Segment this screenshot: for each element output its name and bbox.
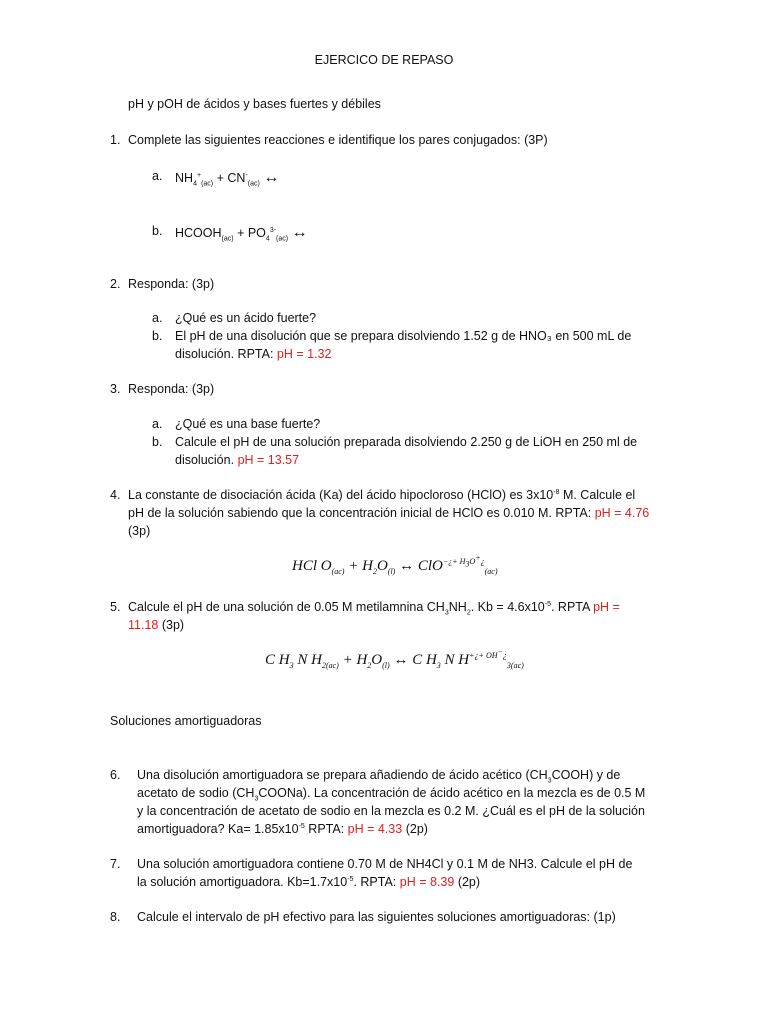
q6-points: (2p) xyxy=(405,822,428,836)
q2-text: Responda: (3p) xyxy=(128,277,215,291)
q7-line1: Una solución amortiguadora contiene 0.70 M de NH4Cl y 0.1 M de NH3. Calcule el pH de xyxy=(137,857,633,871)
q3-answer: pH = 13.57 xyxy=(237,453,300,467)
q1b-reaction: $HCOOH_{(ac)} + PO_4^{3-}_{(ac)}$ ↔ xyxy=(175,224,308,243)
q3b-line2-text: disolución. xyxy=(175,453,235,467)
q3a-text: ¿Qué es una base fuerte? xyxy=(175,417,321,431)
q6-line2: acetato de sodio $(CH_3COONa)$. La concentración de ácido acético en la mezcla es de 0.5 M xyxy=(137,786,646,803)
q6-number: 6. xyxy=(110,768,121,782)
page-title: EJERCICO DE REPASO xyxy=(314,53,454,67)
q4-points: (3p) xyxy=(128,524,151,538)
q2b-line2 xyxy=(175,347,331,361)
q4-number: 4. xyxy=(110,488,121,502)
q6-line4: amortiguadora? $Ka= 1.85x10^{-5}$ RPTA: pH = 4.33 (2p) xyxy=(137,822,428,836)
q5-points: (3p) xyxy=(161,618,185,632)
q8-number: 8. xyxy=(110,910,121,924)
q3-number: 3. xyxy=(110,382,121,396)
q4-line2 xyxy=(128,506,649,520)
q6-line3: y la concentración de acetato de sodio en la mezcla es 0.2 M. ¿Cuál es el pH de la solución xyxy=(137,804,645,818)
q2a-letter: a. xyxy=(152,311,163,325)
q3a-letter: a. xyxy=(152,417,163,431)
q1-text: Complete las siguientes reacciones e identifique los pares conjugados: (3P) xyxy=(128,133,548,147)
q8-text: Calcule el intervalo de pH efectivo para las siguientes soluciones amortiguadoras: (1p) xyxy=(137,910,616,924)
q4-line1: La constante de disociación ácida (Ka) del ácido hipocloroso (HClO) es $3x10^{-8}$ M. Calcule el xyxy=(128,488,636,502)
q5-answer-part2: 11.18 xyxy=(128,618,159,632)
q5-line2 xyxy=(128,618,184,632)
q7-answer: pH = 8.39 xyxy=(399,875,455,889)
q4-answer: pH = 4.76 xyxy=(594,506,650,520)
q3-text: Responda: (3p) xyxy=(128,382,215,396)
q6-line1: Una disolución amortiguadora se prepara añadiendo de ácido acético $(CH_3COOH)$ y de xyxy=(137,768,621,785)
q1a-letter: a. xyxy=(152,169,163,183)
q6-answer: pH = 4.33 xyxy=(347,822,403,836)
q1b-letter: b. xyxy=(152,224,163,238)
q3b-line2 xyxy=(175,453,299,467)
subtitle: pH y pOH de ácidos y bases fuertes y débiles xyxy=(128,97,381,111)
q4-line2-text: pH de la solución sabiendo que la concentración inicial de HClO es 0.010 M. RPTA: xyxy=(128,506,592,520)
q1a-reaction: $NH_4^+_{(ac)} + CN^-_{(ac)}$ ↔ xyxy=(175,169,280,188)
q2-answer: pH = 1.32 xyxy=(276,347,332,361)
q2b-letter: b. xyxy=(152,329,163,343)
q3b-line1: Calcule el pH de una solución preparada disolviendo 2.250 g de LiOH en 250 ml de xyxy=(175,435,638,449)
q7-line2: la solución amortiguadora. $Kb=1.7x10^{-5}$. RPTA: pH = 8.39 (2p) xyxy=(137,875,481,889)
q2b-line2-text: disolución. RPTA: xyxy=(175,347,274,361)
q1-number: 1. xyxy=(110,133,121,147)
section-title: Soluciones amortiguadoras xyxy=(110,714,262,728)
q5-line1: Calcule el pH de una solución de 0.05 M metilamnina $CH_3NH_2$. $Kb = 4.6x10^{-5}$. RPTA pH = xyxy=(128,600,620,617)
q2b-line1: El pH de una disolución que se prepara disolviendo 1.52 g de HNO₃ en 500 mL de xyxy=(175,329,632,343)
q3b-letter: b. xyxy=(152,435,163,449)
q7-points: (2p) xyxy=(457,875,481,889)
q2a-text: ¿Qué es un ácido fuerte? xyxy=(175,311,317,325)
q5-answer-part1: pH = xyxy=(593,600,620,614)
q4-equation: HCl $O_{(ac)} + H_2O_{(l)}$ ↔ ClO$^{-¿+ H_3O^+¿}_{(ac)}$ xyxy=(292,553,498,576)
q7-number: 7. xyxy=(110,857,121,871)
q5-equation: C $H_3$ N $H_{2(ac)} + H_2O_{(l)}$ ↔ C $H_3$ N $H^{+¿+ OH^-¿}_{3(ac)}$ xyxy=(265,647,524,670)
q5-number: 5. xyxy=(110,600,121,614)
q2-number: 2. xyxy=(110,277,121,291)
